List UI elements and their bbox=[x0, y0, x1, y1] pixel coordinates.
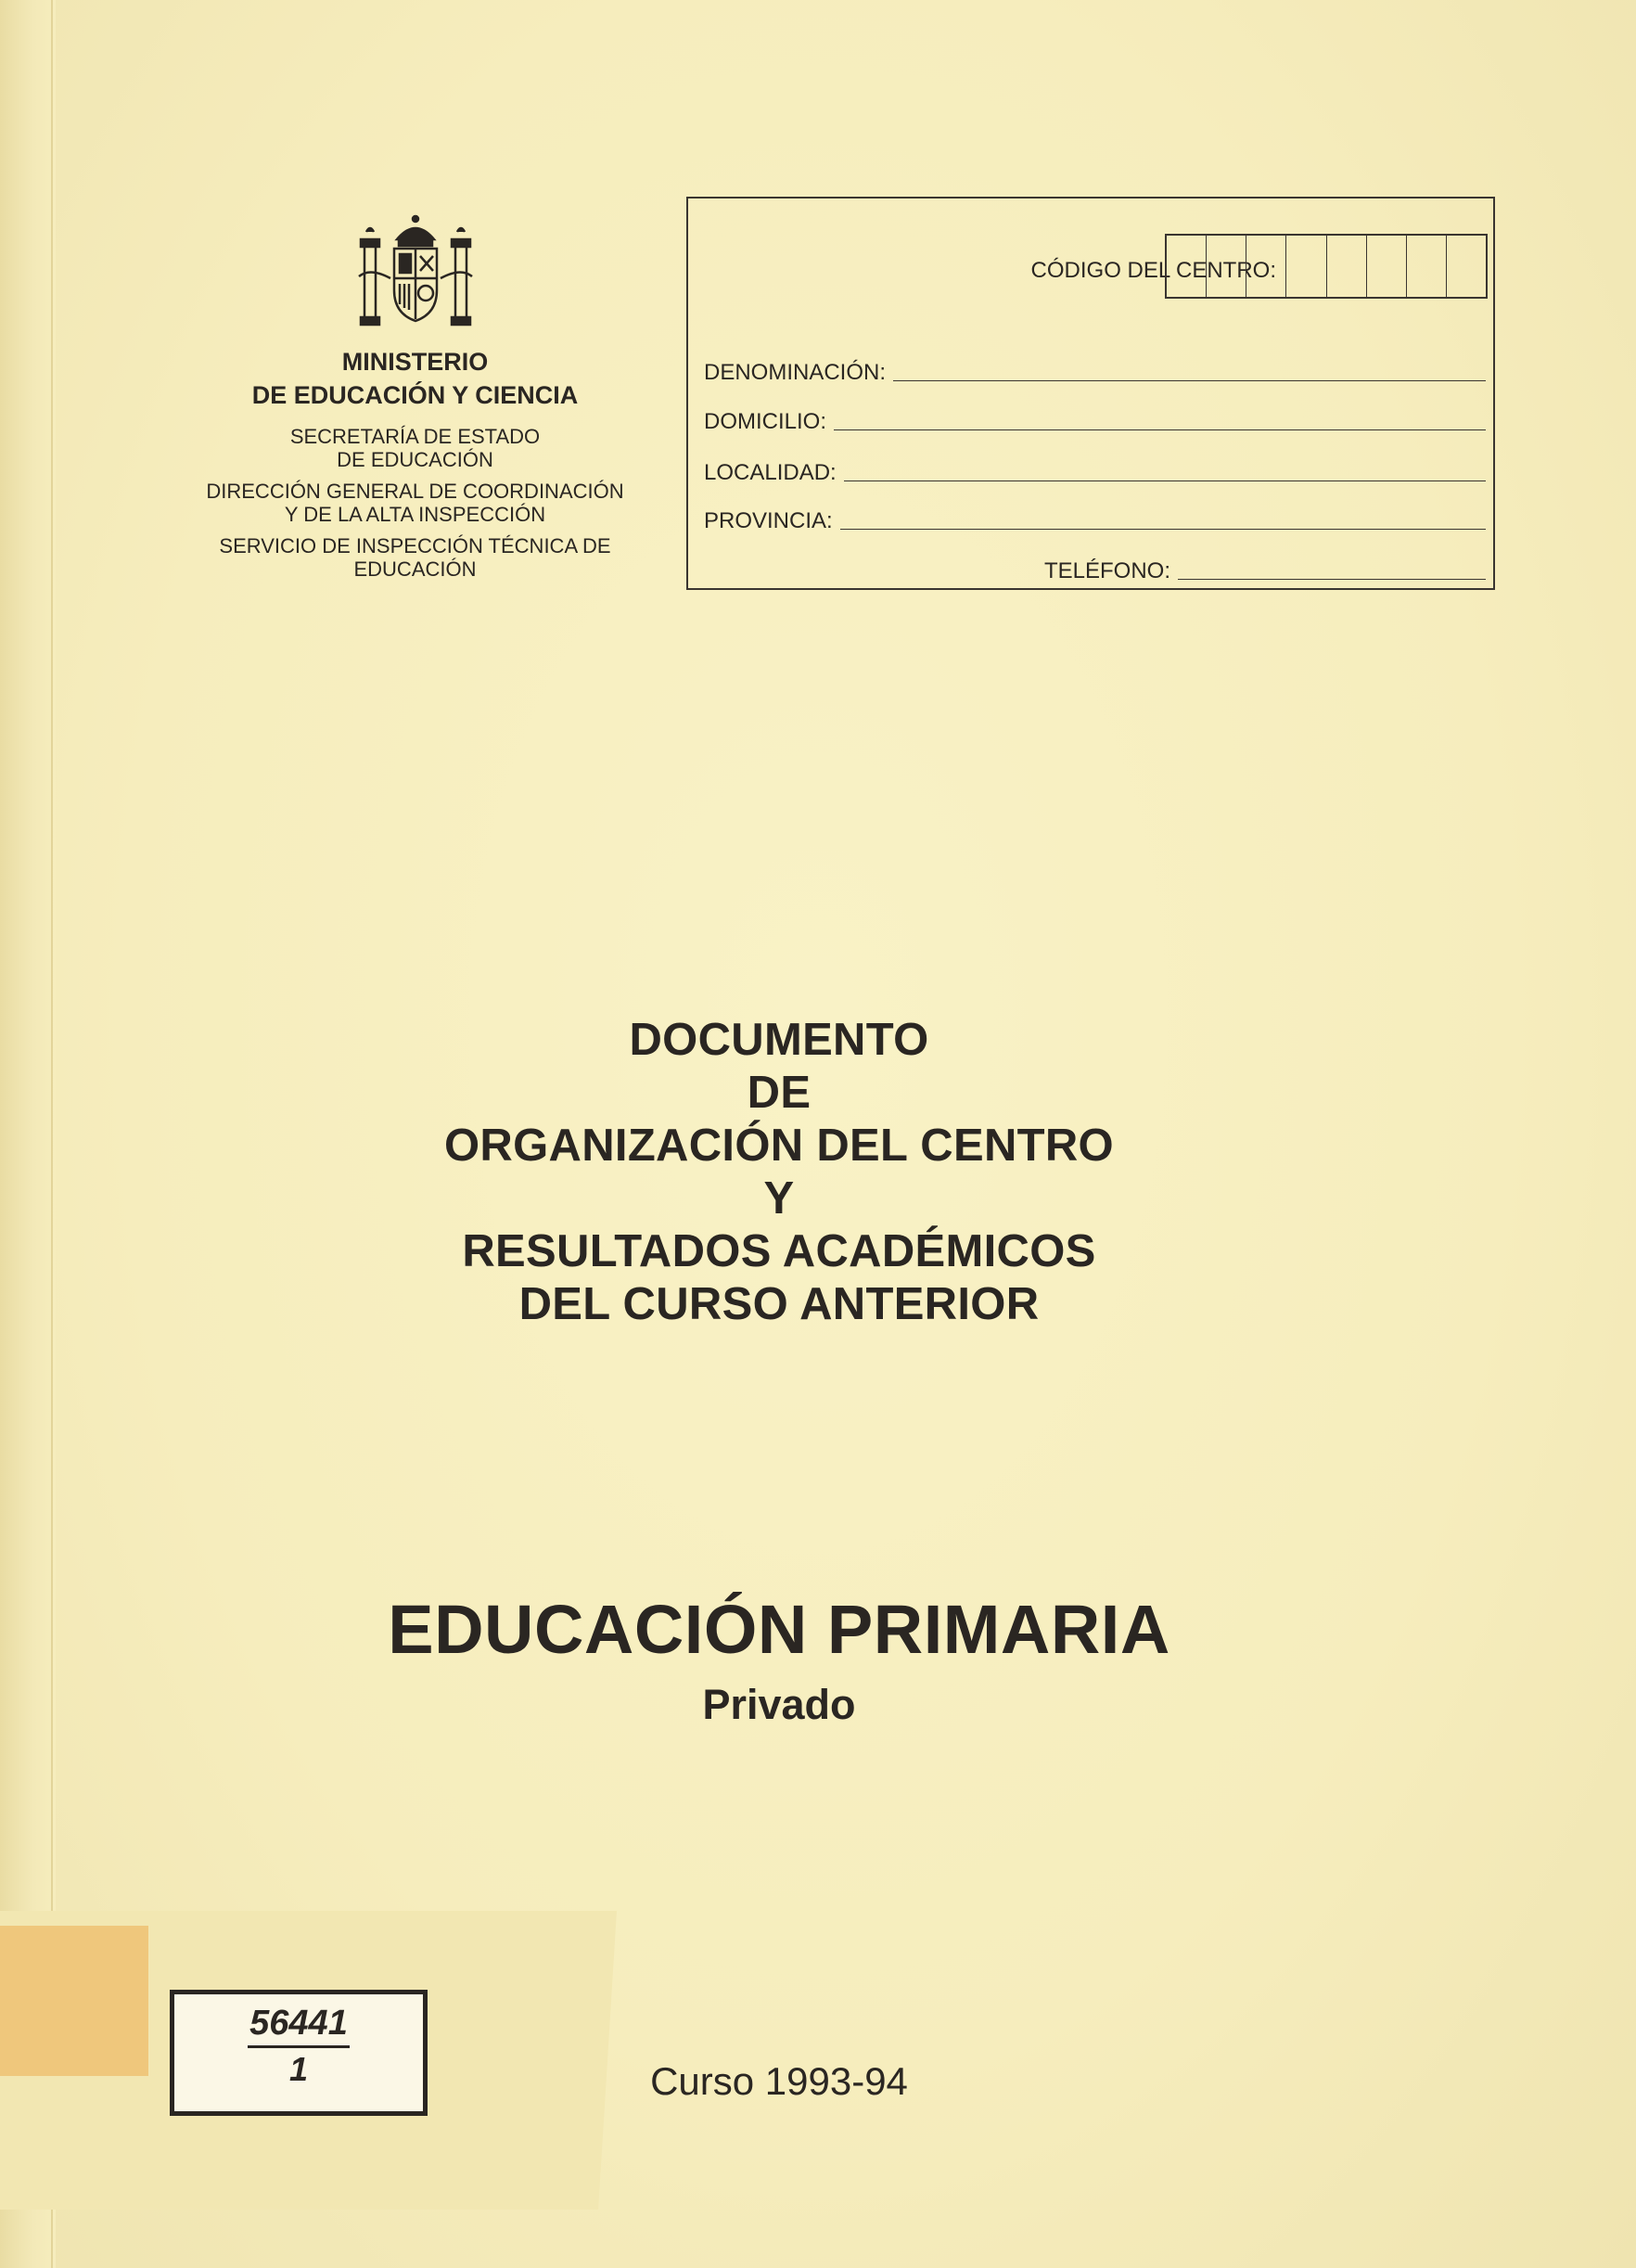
dept3-line1: SERVICIO DE INSPECCIÓN TÉCNICA DE bbox=[219, 534, 611, 557]
telefono-line[interactable] bbox=[1178, 579, 1486, 580]
codigo-digit-box[interactable] bbox=[1207, 236, 1246, 297]
telefono-field[interactable] bbox=[1044, 558, 1486, 584]
title-line1: DOCUMENTO bbox=[629, 1015, 929, 1065]
codigo-digit-box[interactable] bbox=[1407, 236, 1447, 297]
dept1-line1: SECRETARÍA DE ESTADO bbox=[289, 425, 541, 448]
codigo-digit-box[interactable] bbox=[1246, 236, 1286, 297]
denominacion-label: DENOMINACIÓN: bbox=[704, 360, 887, 385]
ministry-header bbox=[185, 345, 645, 581]
title-line4: Y bbox=[763, 1173, 795, 1224]
dept2-line1: DIRECCIÓN GENERAL DE COORDINACIÓN bbox=[206, 480, 624, 503]
dept3-line2: EDUCACIÓN bbox=[353, 557, 477, 581]
codigo-digit-box[interactable] bbox=[1327, 236, 1367, 297]
codigo-centro-label: CÓDIGO DEL CENTRO: bbox=[1030, 258, 1276, 283]
domicilio-field[interactable] bbox=[704, 409, 1486, 435]
localidad-field[interactable] bbox=[704, 460, 1486, 486]
provincia-field[interactable] bbox=[704, 508, 1486, 534]
domicilio-line[interactable] bbox=[834, 429, 1486, 430]
volume-number: 1 bbox=[288, 2050, 309, 2088]
call-number-divider bbox=[248, 2045, 350, 2048]
codigo-digit-box[interactable] bbox=[1286, 236, 1326, 297]
school-info-box bbox=[686, 197, 1495, 590]
telefono-label: TELÉFONO: bbox=[1044, 558, 1171, 583]
provincia-label: PROVINCIA: bbox=[704, 508, 833, 533]
library-call-number bbox=[170, 1990, 428, 2116]
localidad-label: LOCALIDAD: bbox=[704, 460, 837, 485]
codigo-digit-box[interactable] bbox=[1167, 236, 1207, 297]
call-number: 56441 bbox=[249, 2004, 348, 2043]
dept2-line2: Y DE LA ALTA INSPECCIÓN bbox=[284, 503, 546, 526]
denominacion-field[interactable] bbox=[704, 360, 1486, 386]
ministry-name-line1: MINISTERIO bbox=[341, 348, 489, 376]
codigo-centro-boxes[interactable] bbox=[1165, 234, 1488, 299]
ministry-department bbox=[185, 534, 645, 581]
denominacion-line[interactable] bbox=[893, 380, 1486, 381]
title-line5: RESULTADOS ACADÉMICOS bbox=[462, 1226, 1096, 1276]
course-year: Curso 1993-94 bbox=[650, 2059, 908, 2103]
dept1-line2: DE EDUCACIÓN bbox=[337, 448, 493, 471]
provincia-line[interactable] bbox=[840, 529, 1486, 530]
codigo-digit-box[interactable] bbox=[1447, 236, 1486, 297]
spain-coat-of-arms-icon bbox=[355, 211, 476, 332]
title-line3: ORGANIZACIÓN DEL CENTRO bbox=[444, 1121, 1114, 1171]
title-line6: DEL CURSO ANTERIOR bbox=[518, 1279, 1040, 1329]
ministry-name-line2: DE EDUCACIÓN Y CIENCIA bbox=[251, 381, 579, 409]
document-title bbox=[278, 1014, 1280, 1331]
title-line2: DE bbox=[747, 1068, 812, 1118]
ministry-department bbox=[185, 425, 645, 471]
label-tape bbox=[0, 1926, 148, 2076]
codigo-digit-box[interactable] bbox=[1367, 236, 1407, 297]
domicilio-label: DOMICILIO: bbox=[704, 409, 827, 434]
ministry-department bbox=[185, 480, 645, 526]
school-type: Privado bbox=[702, 1681, 856, 1728]
education-level: EDUCACIÓN PRIMARIA bbox=[388, 1591, 1170, 1668]
